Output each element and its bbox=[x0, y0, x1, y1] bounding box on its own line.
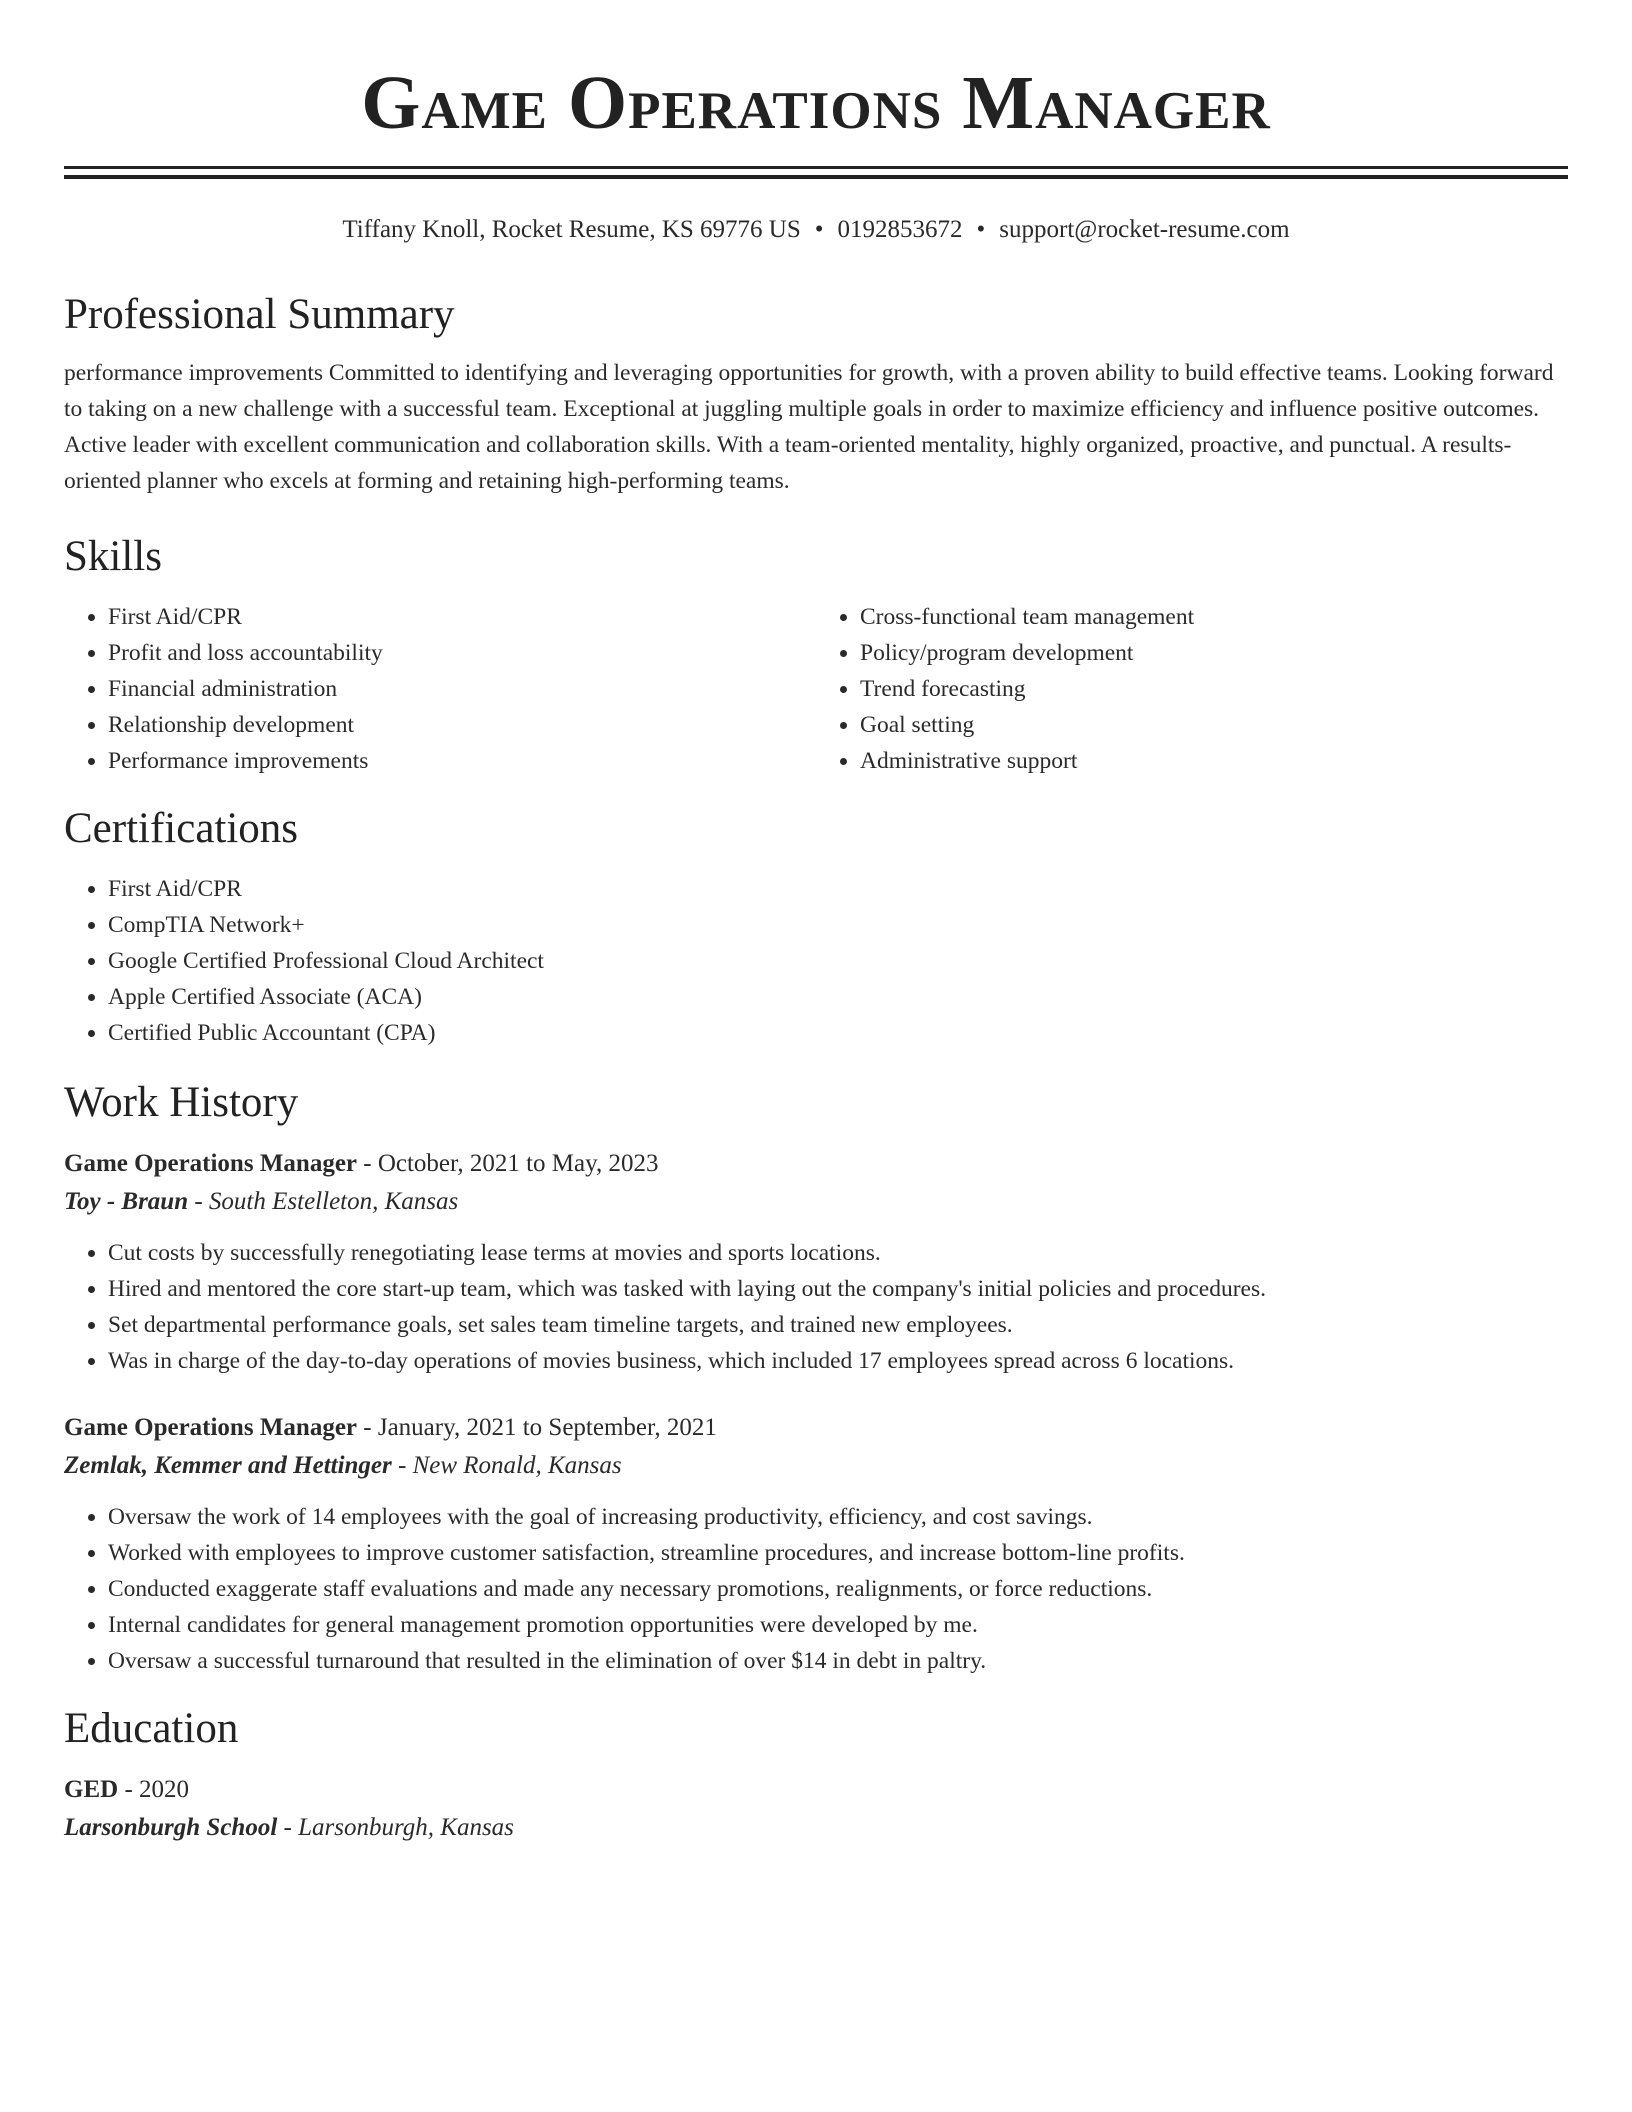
skill-item: • First Aid/CPR bbox=[108, 599, 816, 635]
certification-item: • Certified Public Accountant (CPA) bbox=[108, 1015, 1568, 1051]
job-bullet: • Set departmental performance goals, set sales team timeline targets, and trained new employees. bbox=[108, 1307, 1568, 1343]
contact-separator: • bbox=[814, 216, 824, 243]
job-location: - New Ronald, Kansas bbox=[391, 1452, 622, 1479]
skill-item: • Administrative support bbox=[860, 743, 1568, 779]
job-company-line bbox=[64, 1447, 1568, 1485]
certification-item: • Google Certified Professional Cloud Architect bbox=[108, 943, 1568, 979]
education-heading: Education bbox=[64, 1705, 239, 1752]
job-bullet: • Internal candidates for general management promotion opportunities were developed by me. bbox=[108, 1607, 1568, 1643]
skill-item: • Relationship development bbox=[108, 707, 816, 743]
title-rule-top bbox=[64, 166, 1568, 169]
job-bullet: • Was in charge of the day-to-day operations of movies business, which included 17 employees spread across 6 locations. bbox=[108, 1343, 1568, 1379]
summary-text: performance improvements Committed to identifying and leveraging opportunities for growth, with a proven ability to build effective teams. Looking forward to taking on a new challenge with a successful team. Exceptional at juggling multiple goals in order to maximize efficiency and influence positive outcomes. Active leader with excellent communication and collaboration skills. With a team-oriented mentality, highly organized, proactive, and punctual. A results-oriented planner who excels at forming and retaining high-performing teams. bbox=[64, 360, 1554, 494]
job-entry bbox=[64, 1409, 1568, 1679]
job-company: Zemlak, Kemmer and Hettinger bbox=[64, 1452, 392, 1479]
skill-item: • Financial administration bbox=[108, 671, 816, 707]
certification-item: • First Aid/CPR bbox=[108, 871, 1568, 907]
skill-item: • Goal setting bbox=[860, 707, 1568, 743]
certification-item: • CompTIA Network+ bbox=[108, 907, 1568, 943]
contact-line bbox=[64, 213, 1568, 247]
job-bullet: • Cut costs by successfully renegotiating lease terms at movies and sports locations. bbox=[108, 1235, 1568, 1271]
education-school-line bbox=[64, 1809, 1568, 1847]
job-bullet: • Oversaw a successful turnaround that resulted in the elimination of over $14 in debt in paltry. bbox=[108, 1643, 1568, 1679]
skill-item: • Policy/program development bbox=[860, 635, 1568, 671]
resume-title: Game Operations Manager bbox=[361, 61, 1271, 145]
job-bullet: • Conducted exaggerate staff evaluations and made any necessary promotions, realignments, or force reductions. bbox=[108, 1571, 1568, 1607]
job-bullet: • Worked with employees to improve customer satisfaction, streamline procedures, and increase bottom-line profits. bbox=[108, 1535, 1568, 1571]
education-degree: GED bbox=[64, 1776, 119, 1803]
contact-address: Tiffany Knoll, Rocket Resume, KS 69776 US bbox=[342, 216, 801, 243]
skill-item: • Profit and loss accountability bbox=[108, 635, 816, 671]
education-school: Larsonburgh School bbox=[64, 1814, 278, 1841]
skill-item: • Cross-functional team management bbox=[860, 599, 1568, 635]
skills-heading: Skills bbox=[64, 533, 162, 580]
contact-email: support@rocket-resume.com bbox=[999, 216, 1290, 243]
job-dates: - October, 2021 to May, 2023 bbox=[357, 1150, 659, 1177]
job-location: - South Estelleton, Kansas bbox=[188, 1188, 459, 1215]
job-title: Game Operations Manager bbox=[64, 1414, 358, 1441]
job-title: Game Operations Manager bbox=[64, 1150, 358, 1177]
job-bullet: • Hired and mentored the core start-up team, which was tasked with laying out the company's initial policies and procedures. bbox=[108, 1271, 1568, 1307]
title-rule-bottom bbox=[64, 175, 1568, 179]
education-location: - Larsonburgh, Kansas bbox=[277, 1814, 514, 1841]
job-title-line bbox=[64, 1409, 1568, 1447]
job-company: Toy - Braun bbox=[64, 1188, 189, 1215]
skill-item: • Trend forecasting bbox=[860, 671, 1568, 707]
certifications-list bbox=[64, 871, 1568, 1051]
skills-list-right bbox=[816, 599, 1568, 779]
job-company-line bbox=[64, 1183, 1568, 1221]
education-degree-line bbox=[64, 1771, 1568, 1809]
certifications-heading: Certifications bbox=[64, 805, 299, 852]
job-title-line bbox=[64, 1145, 1568, 1183]
job-dates: - January, 2021 to September, 2021 bbox=[357, 1414, 717, 1441]
skill-item: • Performance improvements bbox=[108, 743, 816, 779]
contact-phone: 0192853672 bbox=[837, 216, 963, 243]
job-entry bbox=[64, 1145, 1568, 1379]
skills-list-left bbox=[64, 599, 816, 779]
work-history-heading: Work History bbox=[64, 1079, 299, 1126]
certification-item: • Apple Certified Associate (ACA) bbox=[108, 979, 1568, 1015]
job-bullet-list bbox=[64, 1499, 1568, 1679]
education-year: - 2020 bbox=[118, 1776, 190, 1803]
job-bullet-list bbox=[64, 1235, 1568, 1379]
contact-separator: • bbox=[976, 216, 986, 243]
summary-heading: Professional Summary bbox=[64, 291, 455, 338]
skills-columns bbox=[64, 599, 1568, 779]
job-bullet: • Oversaw the work of 14 employees with the goal of increasing productivity, efficiency, and cost savings. bbox=[108, 1499, 1568, 1535]
